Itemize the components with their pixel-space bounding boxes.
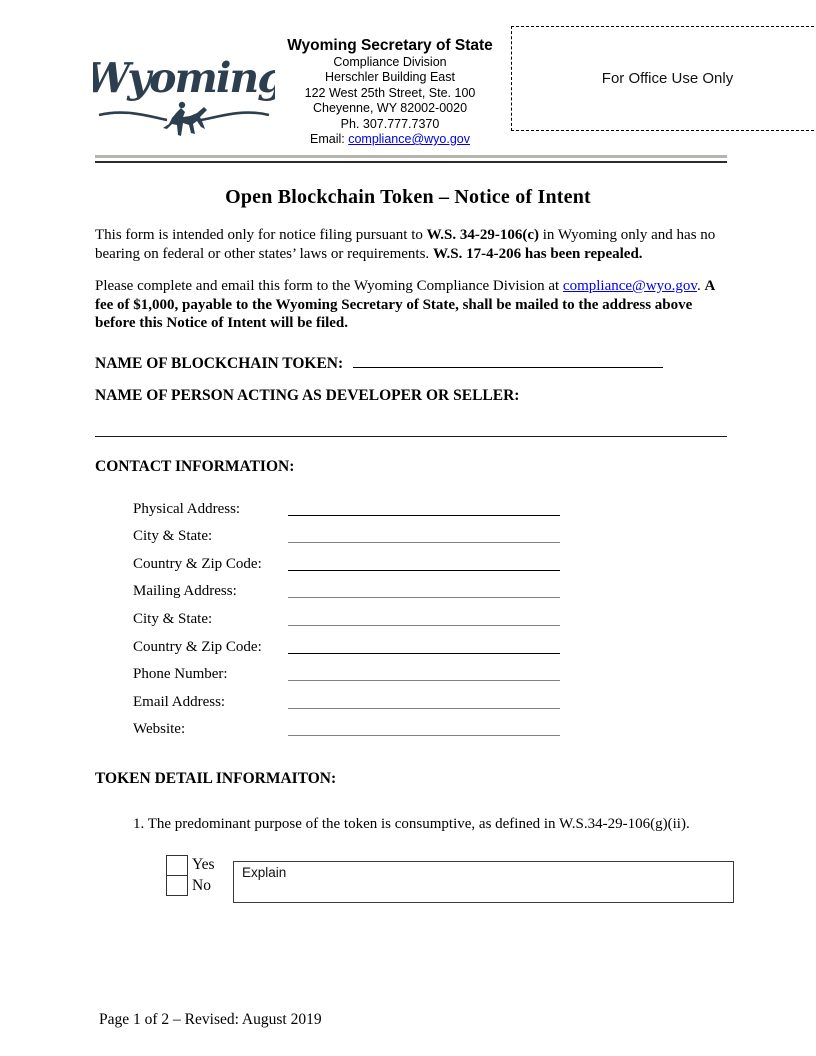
contact-row (133, 685, 563, 713)
contact-field-input-line[interactable] (288, 496, 560, 516)
contact-row (133, 630, 563, 658)
contact-field-label: City & State: (133, 528, 213, 545)
q1-yes-checkbox[interactable] (166, 855, 188, 876)
contact-field-input-line[interactable] (288, 523, 560, 543)
agency-email-line (272, 132, 508, 147)
contact-rows (133, 492, 563, 740)
email-link[interactable]: compliance@wyo.gov (562, 278, 697, 294)
developer-name-label: NAME OF PERSON ACTING AS DEVELOPER OR SELLER: (95, 387, 520, 404)
document-title: Open Blockchain Token – Notice of Intent (225, 186, 591, 208)
text-segment: A fee of $1,000, payable to the Wyoming Secretary of State, shall be mailed to the address above before this Notice of Intent will be filed. (95, 278, 715, 332)
q1-explain-input[interactable] (233, 861, 734, 903)
agency-division: Compliance Division (333, 55, 447, 69)
token-name-input-line[interactable] (353, 351, 663, 368)
no-row (166, 876, 215, 897)
yes-row (166, 855, 215, 876)
contact-row (133, 658, 563, 686)
contact-row (133, 520, 563, 548)
agency-building: Herschler Building East (325, 70, 455, 85)
contact-section-heading: CONTACT INFORMATION: (95, 458, 295, 475)
intro-paragraph-2 (95, 277, 735, 333)
question-1-text: 1. The predominant purpose of the token is consumptive, as defined in W.S.34-29-106(g)(ii). (133, 816, 690, 832)
contact-field-input-line[interactable] (288, 551, 560, 571)
agency-name: Wyoming Secretary of State (287, 37, 493, 54)
agency-city: Cheyenne, WY 82002-0020 (312, 101, 468, 116)
contact-field-label: City & State: (133, 610, 213, 627)
contact-field-input-line[interactable] (288, 661, 560, 681)
contact-field-label: Website: (133, 721, 186, 738)
contact-field-input-line[interactable] (288, 689, 560, 709)
contact-row (133, 492, 563, 520)
logo-wordmark: Wyoming (93, 54, 275, 102)
text-segment: W.S. 17-4-206 has been repealed. (432, 245, 643, 262)
token-name-row (95, 351, 663, 373)
developer-name-input-line[interactable] (95, 436, 727, 437)
q1-yes-label: Yes (192, 856, 215, 873)
contact-row (133, 575, 563, 603)
contact-field-label: Physical Address: (133, 500, 241, 517)
text-segment: Please complete and email this form to the Wyoming Compliance Division at (95, 278, 563, 294)
contact-row (133, 602, 563, 630)
contact-field-label: Phone Number: (133, 666, 228, 683)
office-use-label: For Office Use Only (601, 70, 734, 87)
logo-swash-left (99, 113, 167, 120)
q1-no-label: No (192, 877, 211, 894)
page-footer: Page 1 of 2 – Revised: August 2019 (99, 1011, 322, 1028)
token-detail-section-heading: TOKEN DETAIL INFORMAITON: (95, 770, 337, 787)
agency-address-block (272, 36, 508, 147)
contact-field-label: Country & Zip Code: (133, 638, 262, 655)
logo-swash-right (201, 113, 269, 120)
intro-paragraph-1 (95, 226, 735, 263)
text-segment: in Wyoming only and has no bearing on federal or other states’ laws or requirements. (95, 227, 716, 262)
q1-explain-label: Explain (242, 865, 287, 880)
question-1-checkbox-group (166, 855, 215, 897)
wyoming-logo (93, 28, 275, 140)
contact-row (133, 713, 563, 741)
email-link[interactable]: compliance@wyo.gov (348, 132, 470, 147)
agency-phone: Ph. 307.777.7370 (340, 116, 440, 131)
token-name-label: NAME OF BLOCKCHAIN TOKEN: (95, 355, 344, 372)
contact-field-input-line[interactable] (288, 634, 560, 654)
contact-field-input-line[interactable] (288, 578, 560, 598)
header-rule-gray (95, 155, 727, 158)
contact-field-label: Mailing Address: (133, 583, 237, 600)
text-segment: This form is intended only for notice filing pursuant to (95, 227, 427, 243)
text-segment: . (696, 278, 705, 294)
contact-field-label: Country & Zip Code: (133, 555, 262, 572)
agency-street: 122 West 25th Street, Ste. 100 (304, 85, 476, 100)
email-label: Email: (310, 132, 345, 147)
developer-name-row (95, 387, 519, 405)
contact-field-label: Email Address: (133, 693, 226, 710)
contact-field-input-line[interactable] (288, 606, 560, 626)
contact-field-input-line[interactable] (288, 716, 560, 736)
bucking-horse-icon (163, 102, 207, 136)
text-segment: W.S. 34-29-106(c) (426, 227, 539, 243)
header-rule-dark (95, 161, 727, 163)
office-use-box (511, 26, 816, 131)
q1-no-checkbox[interactable] (166, 875, 188, 896)
contact-row (133, 547, 563, 575)
